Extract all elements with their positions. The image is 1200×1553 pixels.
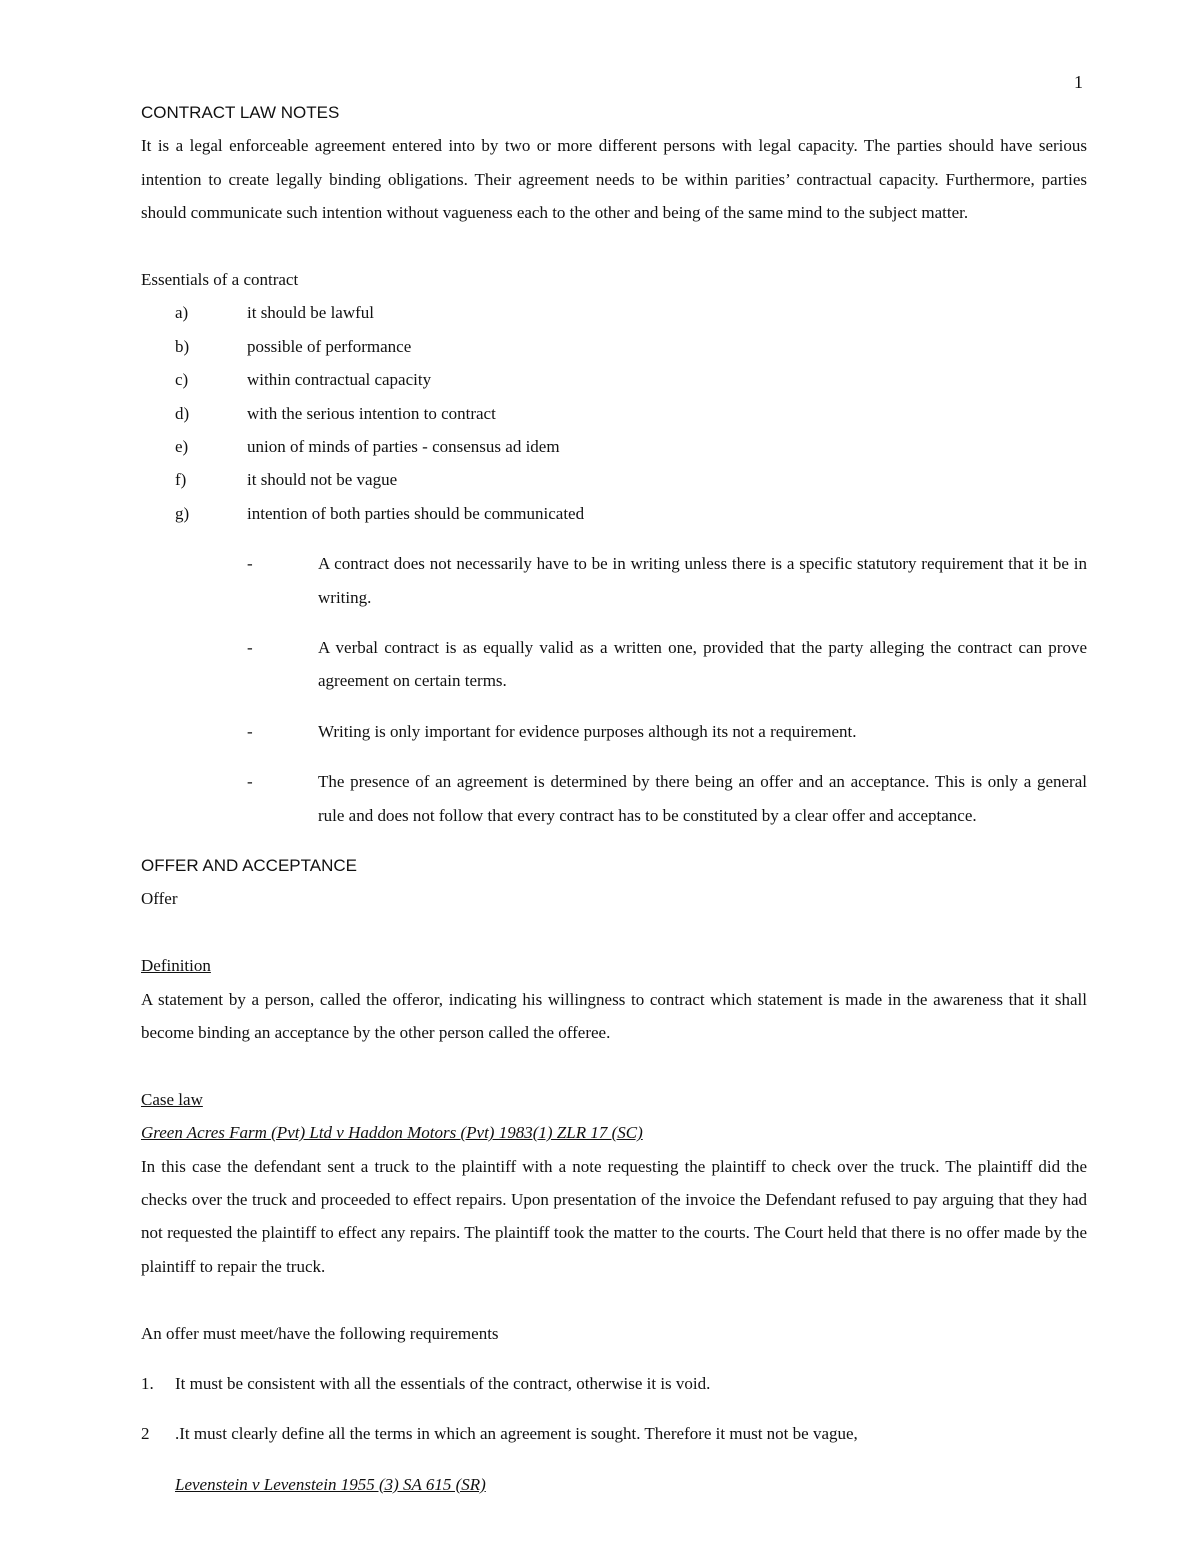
list-text: intention of both parties should be communicated xyxy=(247,503,585,523)
list-marker: g) xyxy=(175,503,190,523)
document-body xyxy=(141,96,1087,1501)
requirement-text: It must be consistent with all the essentials of the contract, otherwise it is void. xyxy=(175,1373,711,1393)
bullet-dash: - xyxy=(247,721,253,741)
offer-acceptance-heading: OFFER AND ACCEPTANCE xyxy=(141,855,357,875)
list-item xyxy=(141,296,1087,329)
bullet-dash: - xyxy=(247,637,253,657)
list-item xyxy=(141,463,1087,496)
list-item xyxy=(141,397,1087,430)
list-marker: c) xyxy=(175,370,189,390)
bullet-item xyxy=(141,631,1087,698)
bullet-text: A verbal contract is as equally valid as a written one, provided that the party alleging the contract can prove agreement on certain terms. xyxy=(318,637,1087,691)
bullet-text: Writing is only important for evidence purposes although its not a requirement. xyxy=(318,721,857,741)
list-marker: d) xyxy=(175,403,190,423)
bullet-text: A contract does not necessarily have to be in writing unless there is a specific statutory requirement that it be in writing. xyxy=(318,554,1087,607)
bullet-text: The presence of an agreement is determined by there being an offer and an acceptance. This is only a general rule and does not follow that every contract has to be constituted by a clear offer and acceptance. xyxy=(318,772,1087,825)
spacer xyxy=(141,1283,1087,1316)
list-text: possible of performance xyxy=(247,336,412,356)
intro-paragraph: It is a legal enforceable agreement entered into by two or more different persons with legal capacity. The parties should have serious intention to create legally binding obligations. Their agreement needs to be within parities’ contractual capacity. Furthermore, parties should communicate such intention without vagueness each to the other and being of the same mind to the subject matter. xyxy=(141,136,1087,223)
list-item xyxy=(141,497,1087,530)
spacer xyxy=(141,1049,1087,1082)
requirements-heading: An offer must meet/have the following requirements xyxy=(141,1323,499,1343)
list-item xyxy=(141,330,1087,363)
requirement-item xyxy=(141,1417,1087,1450)
definition-paragraph: A statement by a person, called the offeror, indicating his willingness to contract which statement is made in the awareness that it shall become binding an acceptance by the other person called the offeree. xyxy=(141,989,1087,1042)
list-text: within contractual capacity xyxy=(247,370,432,390)
list-text: it should be lawful xyxy=(247,303,375,323)
case-law-label: Case law xyxy=(141,1089,203,1109)
bullet-item xyxy=(141,715,1087,748)
list-item xyxy=(141,430,1087,463)
requirements-list xyxy=(141,1367,1087,1501)
essentials-list xyxy=(141,296,1087,530)
list-marker: e) xyxy=(175,436,189,456)
list-text: union of minds of parties - consensus ad idem xyxy=(247,436,560,456)
page-number: 1 xyxy=(1074,72,1083,92)
offer-subheading: Offer xyxy=(141,889,178,909)
requirement-case-citation: Levenstein v Levenstein 1955 (3) SA 615 (SR) xyxy=(175,1474,486,1494)
case-citation: Green Acres Farm (Pvt) Ltd v Haddon Motors (Pvt) 1983(1) ZLR 17 (SC) xyxy=(141,1123,643,1143)
bullet-list xyxy=(141,547,1087,832)
document-title: CONTRACT LAW NOTES xyxy=(141,103,340,122)
bullet-dash: - xyxy=(247,772,253,792)
list-text: it should not be vague xyxy=(247,470,398,490)
requirement-text: .It must clearly define all the terms in which an agreement is sought. Therefore it must not be vague, xyxy=(175,1424,858,1444)
spacer xyxy=(141,916,1087,949)
list-marker: b) xyxy=(175,336,190,356)
bullet-item xyxy=(141,547,1087,614)
requirement-number: 2 xyxy=(141,1424,150,1444)
definition-label: Definition xyxy=(141,956,211,976)
case-paragraph: In this case the defendant sent a truck to the plaintiff with a note requesting the plaintiff to check over the truck. The plaintiff did the checks over the truck and proceeded to effect repairs. Upon presentation of the invoice the Defendant refused to pay arguing that they had not requested the plaintiff to effect any repairs. The plaintiff took the matter to the courts. The Court held that there is no offer made by the plaintiff to repair the truck. xyxy=(141,1156,1087,1276)
spacer xyxy=(141,230,1087,263)
requirement-item xyxy=(141,1367,1087,1400)
list-marker: a) xyxy=(175,303,189,323)
list-item xyxy=(141,363,1087,396)
list-marker: f) xyxy=(175,470,187,490)
essentials-heading: Essentials of a contract xyxy=(141,270,299,289)
list-text: with the serious intention to contract xyxy=(247,403,496,423)
bullet-item xyxy=(141,765,1087,832)
requirement-number: 1. xyxy=(141,1373,154,1393)
bullet-dash: - xyxy=(247,554,253,574)
